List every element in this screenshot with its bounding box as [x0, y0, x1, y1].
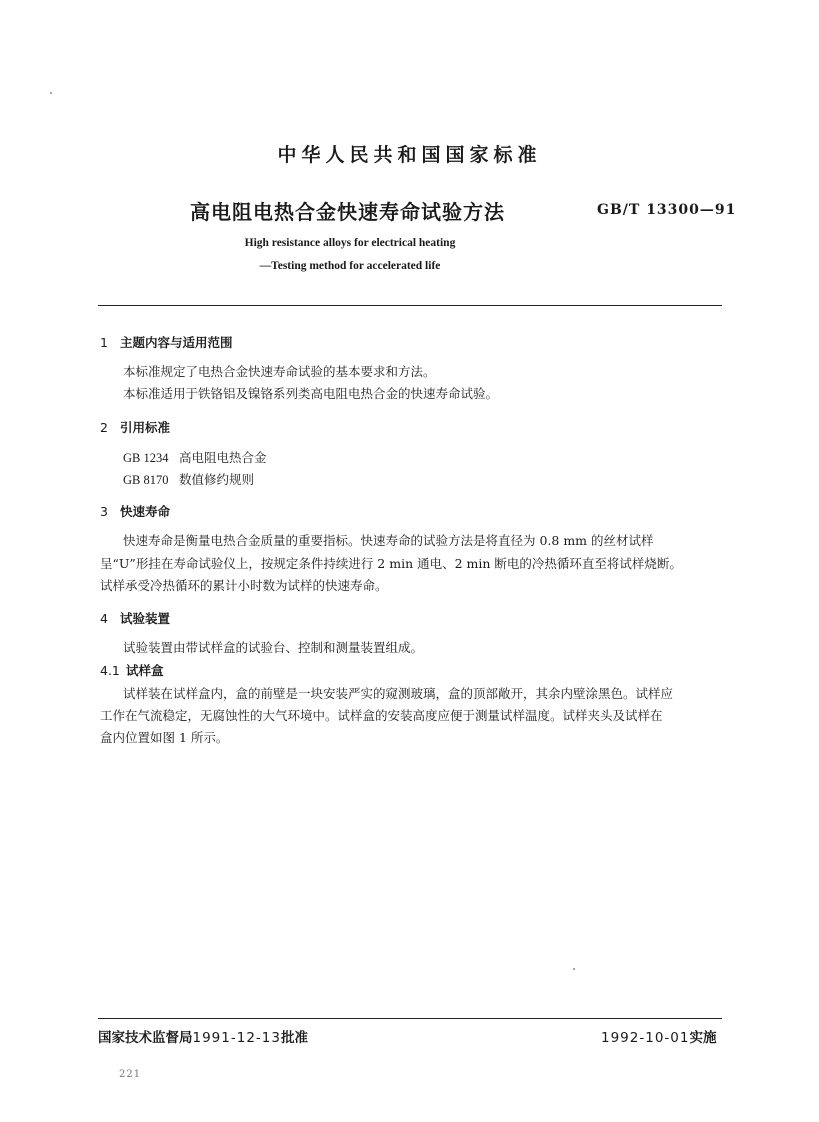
section-4-1-heading: [100, 661, 164, 679]
approval-word: 批准: [280, 1030, 308, 1046]
reference-item: [123, 470, 254, 488]
reference-code: GB 8170: [123, 473, 169, 487]
section-title: 试验装置: [120, 611, 171, 626]
section-2-heading: [100, 418, 170, 436]
effective-word: 实施: [689, 1030, 717, 1046]
section-3-heading: [100, 502, 170, 520]
effective-statement: [601, 1026, 716, 1046]
section-4-heading: [100, 609, 170, 627]
approval-date: 1991-12-13: [192, 1030, 281, 1046]
section-number: 3: [100, 504, 108, 519]
scan-speck: [573, 968, 575, 970]
section-number: 1: [100, 335, 108, 350]
section-number: 4.1: [100, 663, 120, 678]
standard-code: GB/T 13300—91: [597, 202, 737, 218]
paragraph-line: 快速寿命是衡量电热合金质量的重要指标。快速寿命的试验方法是将直径为 0.8 mm 的丝材试样: [123, 533, 654, 548]
paragraph-line: 盒内位置如图 1 所示。: [100, 730, 229, 745]
reference-code: GB 1234: [123, 451, 169, 465]
paragraph-line: 呈“U”形挂在寿命试验仪上，按规定条件持续进行 2 min 通电、2 min 断电的冷热循环直至将试样烧断。: [100, 556, 682, 571]
reference-title: 数值修约规则: [179, 472, 255, 487]
paragraph-line: 试样承受冷热循环的累计小时数为试样的快速寿命。: [100, 578, 388, 593]
national-standard-heading: 中华人民共和国国家标准: [277, 144, 542, 166]
paragraph: 本标准规定了电热合金快速寿命试验的基本要求和方法。: [123, 364, 436, 379]
reference-item: [123, 448, 267, 466]
section-number: 4: [100, 611, 108, 626]
paragraph: 本标准适用于铁铬铝及镍铬系列类高电阻电热合金的快速寿命试验。: [123, 386, 499, 401]
document-title-en-line2: —Testing method for accelerated life: [259, 260, 441, 272]
reference-title: 高电阻电热合金: [179, 450, 267, 465]
document-title-cn: 高电阻电热合金快速寿命试验方法: [190, 200, 505, 224]
header-divider: [98, 305, 722, 306]
section-title: 快速寿命: [120, 504, 171, 519]
paragraph-line: 工作在气流稳定，无腐蚀性的大气环境中。试样盒的安装高度应便于测量试样温度。试样夹头及试样在: [100, 708, 663, 723]
section-title: 试样盒: [126, 663, 164, 678]
section-1-heading: [100, 333, 233, 351]
section-number: 2: [100, 420, 108, 435]
footer-divider: [98, 1018, 722, 1019]
section-title: 主题内容与适用范围: [120, 335, 233, 350]
page-number: 221: [119, 1069, 142, 1080]
document-title-en-line1: High resistance alloys for electrical heating: [244, 237, 456, 249]
scan-speck: [50, 92, 52, 94]
section-title: 引用标准: [120, 420, 171, 435]
paragraph-line: 试验装置由带试样盒的试验台、控制和测量装置组成。: [123, 640, 424, 655]
approval-statement: [98, 1026, 308, 1046]
approving-authority: 国家技术监督局: [98, 1030, 193, 1046]
effective-date: 1992-10-01: [601, 1030, 690, 1046]
paragraph-line: 试样装在试样盒内，盒的前壁是一块安装严实的窥测玻璃，盒的顶部敞开，其余内壁涂黑色。试样应: [123, 686, 674, 701]
